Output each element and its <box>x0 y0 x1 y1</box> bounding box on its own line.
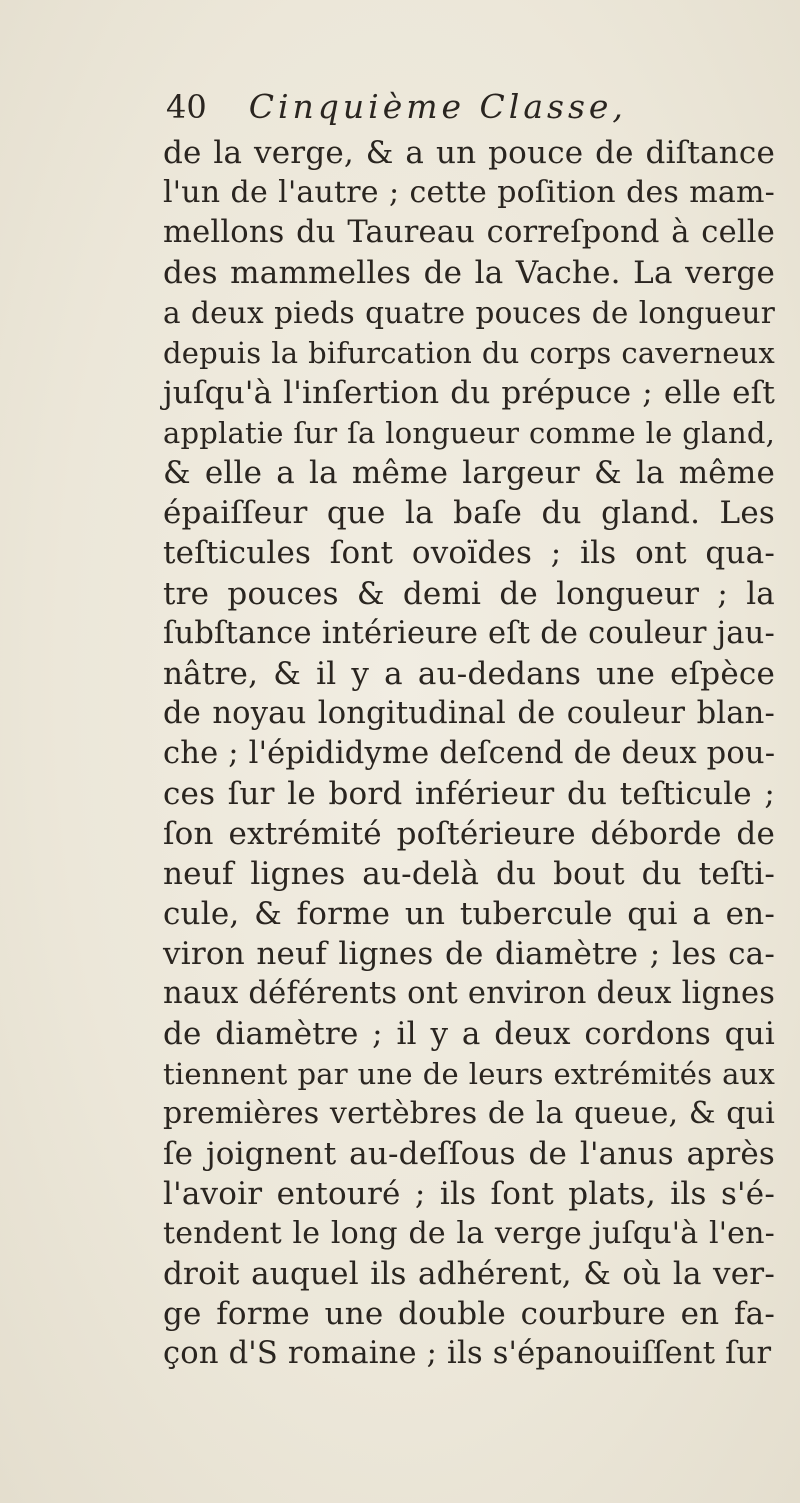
text-line: ſon extrémité poſtérieure déborde de <box>163 815 775 852</box>
text-line: neuf lignes au-delà du bout du teſti- <box>163 855 775 892</box>
text-line: ces ſur le bord inférieur du teſticule ; <box>163 775 775 812</box>
text-line: épaiſſeur que la baſe du gland. Les <box>163 495 775 532</box>
text-line: a deux pieds quatre pouces de longueur <box>163 296 775 331</box>
page-header <box>166 82 776 132</box>
text-line: droit auquel ils adhérent, & où la ver- <box>163 1256 775 1293</box>
text-line: tendent le long de la verge juſqu'à l'en- <box>163 1216 775 1252</box>
text-line: ge forme une double courbure en fa- <box>163 1296 775 1333</box>
text-line: tre pouces & demi de longueur ; la <box>163 575 775 612</box>
text-line: che ; l'épididyme deſcend de deux pou- <box>163 735 776 771</box>
text-line: de diamètre ; il y a deux cordons qui <box>163 1016 775 1053</box>
text-line: nâtre, & il y a au-dedans une eſpèce <box>163 655 775 692</box>
running-head: Cinquième Classe, <box>248 87 627 126</box>
text-line: des mammelles de la Vache. La verge <box>163 255 775 292</box>
text-line: de noyau longitudinal de couleur blan- <box>163 695 775 731</box>
text-line: juſqu'à l'inſertion du prépuce ; elle eſt <box>163 375 775 412</box>
text-line: & elle a la même largeur & la même <box>163 455 775 492</box>
body-text <box>163 133 775 1374</box>
text-line: de la verge, & a un pouce de diſtance <box>163 135 775 171</box>
text-line: premières vertèbres de la queue, & qui <box>163 1096 775 1132</box>
text-line: cule, & forme un tubercule qui a en- <box>163 895 775 932</box>
text-line: mellons du Taureau correſpond à celle <box>163 215 775 251</box>
text-line: l'un de l'autre ; cette poſition des mam- <box>163 175 775 211</box>
text-line: viron neuf lignes de diamètre ; les ca- <box>163 935 775 972</box>
page-number: 40 <box>166 88 207 126</box>
text-line: depuis la bifurcation du corps caverneux <box>163 336 775 371</box>
text-line: ſe joignent au-deſſous de l'anus après <box>163 1136 775 1173</box>
text-line: ſubſtance intérieure eſt de couleur jau- <box>163 615 775 651</box>
text-line: çon d'S romaine ; ils s'épanouiſſent ſur <box>163 1336 772 1372</box>
text-line: applatie ſur ſa longueur comme le gland, <box>163 416 775 451</box>
text-line: tiennent par une de leurs extrémités aux <box>163 1057 775 1092</box>
text-line: naux déférents ont environ deux lignes <box>163 975 776 1011</box>
text-line: teſticules ſont ovoïdes ; ils ont qua- <box>163 535 775 572</box>
text-line: l'avoir entouré ; ils ſont plats, ils s'é- <box>163 1176 775 1213</box>
